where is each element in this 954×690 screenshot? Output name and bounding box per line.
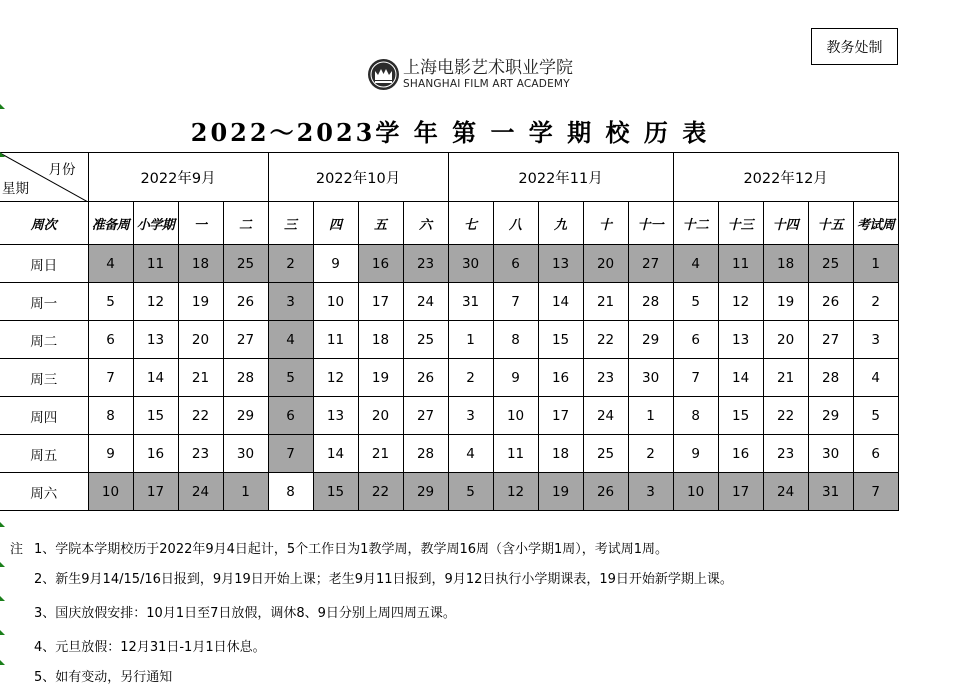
date-cell: 21	[178, 359, 223, 397]
date-cell: 12	[313, 359, 358, 397]
date-cell: 10	[88, 473, 133, 511]
date-cell: 5	[853, 397, 898, 435]
date-cell: 8	[88, 397, 133, 435]
date-cell: 4	[448, 435, 493, 473]
date-cell: 6	[853, 435, 898, 473]
weekday-label-cell: 周三	[0, 359, 88, 397]
date-cell: 13	[313, 397, 358, 435]
note-item: 3、国庆放假安排：10月1日至7日放假，调休8、9日分别上周四周五课。	[34, 606, 456, 621]
date-cell: 23	[583, 359, 628, 397]
date-cell: 29	[223, 397, 268, 435]
date-cell: 3	[853, 321, 898, 359]
date-cell: 18	[358, 321, 403, 359]
date-cell: 6	[673, 321, 718, 359]
date-cell: 7	[88, 359, 133, 397]
date-cell: 25	[403, 321, 448, 359]
date-cell: 26	[403, 359, 448, 397]
date-cell: 13	[538, 245, 583, 283]
date-cell: 29	[403, 473, 448, 511]
date-cell: 31	[808, 473, 853, 511]
week-number-cell: 九	[538, 202, 583, 245]
date-cell: 6	[268, 397, 313, 435]
date-cell: 14	[133, 359, 178, 397]
week-number-cell: 十一	[628, 202, 673, 245]
date-cell: 23	[178, 435, 223, 473]
weekday-label-cell: 周二	[0, 321, 88, 359]
date-cell: 29	[808, 397, 853, 435]
date-cell: 15	[133, 397, 178, 435]
date-cell: 5	[88, 283, 133, 321]
date-cell: 1	[223, 473, 268, 511]
date-cell: 12	[133, 283, 178, 321]
date-cell: 7	[268, 435, 313, 473]
date-cell: 28	[628, 283, 673, 321]
date-cell: 11	[718, 245, 763, 283]
date-cell: 27	[808, 321, 853, 359]
date-cell: 19	[178, 283, 223, 321]
weekday-label-cell: 周五	[0, 435, 88, 473]
month-header-1: 2022年9月	[88, 153, 268, 202]
cell-comment-marker	[0, 522, 5, 527]
date-cell: 13	[133, 321, 178, 359]
cell-comment-marker	[0, 596, 5, 601]
date-cell: 4	[853, 359, 898, 397]
date-cell: 15	[538, 321, 583, 359]
weekday-row	[0, 473, 898, 511]
academy-name-cn: 上海电影艺术职业学院	[403, 58, 573, 78]
date-cell: 25	[808, 245, 853, 283]
date-cell: 20	[358, 397, 403, 435]
date-cell: 24	[403, 283, 448, 321]
school-calendar-table	[0, 152, 899, 511]
week-label-cell: 周次	[0, 202, 88, 245]
date-cell: 3	[268, 283, 313, 321]
date-cell: 22	[763, 397, 808, 435]
date-cell: 1	[448, 321, 493, 359]
date-cell: 20	[178, 321, 223, 359]
note-item: 5、如有变动，另行通知	[34, 670, 173, 685]
date-cell: 22	[178, 397, 223, 435]
date-cell: 17	[358, 283, 403, 321]
date-cell: 8	[268, 473, 313, 511]
weekday-row	[0, 321, 898, 359]
date-cell: 14	[538, 283, 583, 321]
date-cell: 17	[538, 397, 583, 435]
date-cell: 10	[493, 397, 538, 435]
date-cell: 14	[718, 359, 763, 397]
date-cell: 26	[583, 473, 628, 511]
date-cell: 23	[403, 245, 448, 283]
date-cell: 30	[223, 435, 268, 473]
weekday-row	[0, 283, 898, 321]
date-cell: 26	[223, 283, 268, 321]
page-title: 2022～2023学 年 第 一 学 期 校 历 表	[190, 118, 710, 147]
date-cell: 5	[673, 283, 718, 321]
date-cell: 12	[718, 283, 763, 321]
date-cell: 15	[313, 473, 358, 511]
weekday-label-cell: 周六	[0, 473, 88, 511]
date-cell: 7	[853, 473, 898, 511]
date-cell: 18	[763, 245, 808, 283]
date-cell: 30	[808, 435, 853, 473]
date-cell: 21	[358, 435, 403, 473]
date-cell: 16	[718, 435, 763, 473]
date-cell: 16	[538, 359, 583, 397]
week-number-cell: 一	[178, 202, 223, 245]
academy-name-en: SHANGHAI FILM ART ACADEMY	[403, 78, 570, 90]
weekday-label-cell: 周日	[0, 245, 88, 283]
date-cell: 22	[583, 321, 628, 359]
date-cell: 7	[493, 283, 538, 321]
weekday-axis-label: 星期	[2, 181, 29, 197]
date-cell: 25	[223, 245, 268, 283]
date-cell: 21	[763, 359, 808, 397]
date-cell: 11	[133, 245, 178, 283]
date-cell: 5	[448, 473, 493, 511]
date-cell: 2	[268, 245, 313, 283]
week-number-cell: 准备周	[88, 202, 133, 245]
date-cell: 24	[178, 473, 223, 511]
date-cell: 3	[628, 473, 673, 511]
date-cell: 2	[853, 283, 898, 321]
date-cell: 25	[583, 435, 628, 473]
week-number-cell: 十四	[763, 202, 808, 245]
date-cell: 9	[673, 435, 718, 473]
cell-comment-marker	[0, 562, 5, 567]
month-header-2: 2022年10月	[268, 153, 448, 202]
date-cell: 9	[493, 359, 538, 397]
date-cell: 28	[403, 435, 448, 473]
date-cell: 12	[493, 473, 538, 511]
note-item: 4、元旦放假：12月31日-1月1日休息。	[34, 640, 266, 655]
academy-emblem-icon	[367, 58, 400, 91]
date-cell: 9	[88, 435, 133, 473]
date-cell: 27	[403, 397, 448, 435]
month-header-3: 2022年11月	[448, 153, 673, 202]
date-cell: 20	[763, 321, 808, 359]
date-cell: 15	[718, 397, 763, 435]
weekday-row	[0, 435, 898, 473]
weekday-row	[0, 397, 898, 435]
date-cell: 10	[313, 283, 358, 321]
date-cell: 1	[628, 397, 673, 435]
date-cell: 21	[583, 283, 628, 321]
week-number-cell: 八	[493, 202, 538, 245]
date-cell: 18	[178, 245, 223, 283]
date-cell: 17	[133, 473, 178, 511]
date-cell: 1	[853, 245, 898, 283]
date-cell: 23	[763, 435, 808, 473]
date-cell: 11	[493, 435, 538, 473]
date-cell: 18	[538, 435, 583, 473]
date-cell: 7	[673, 359, 718, 397]
date-cell: 10	[673, 473, 718, 511]
date-cell: 24	[763, 473, 808, 511]
academy-logo	[367, 56, 573, 92]
date-cell: 30	[448, 245, 493, 283]
date-cell: 6	[493, 245, 538, 283]
date-cell: 27	[628, 245, 673, 283]
date-cell: 4	[268, 321, 313, 359]
notes-marker: 注	[10, 542, 24, 557]
date-cell: 16	[133, 435, 178, 473]
week-number-cell: 考试周	[853, 202, 898, 245]
date-cell: 27	[223, 321, 268, 359]
date-cell: 2	[628, 435, 673, 473]
corner-header-cell	[0, 153, 88, 202]
date-cell: 16	[358, 245, 403, 283]
date-cell: 26	[808, 283, 853, 321]
date-cell: 19	[763, 283, 808, 321]
month-header-row	[0, 153, 898, 202]
week-number-cell: 五	[358, 202, 403, 245]
date-cell: 13	[718, 321, 763, 359]
date-cell: 6	[88, 321, 133, 359]
week-number-cell: 四	[313, 202, 358, 245]
date-cell: 29	[628, 321, 673, 359]
date-cell: 20	[583, 245, 628, 283]
date-cell: 11	[313, 321, 358, 359]
week-number-cell: 二	[223, 202, 268, 245]
date-cell: 2	[448, 359, 493, 397]
month-axis-label: 月份	[48, 162, 76, 178]
department-label: 教务处制	[811, 28, 898, 65]
month-header-4: 2022年12月	[673, 153, 898, 202]
date-cell: 17	[718, 473, 763, 511]
weekday-row	[0, 245, 898, 283]
date-cell: 5	[268, 359, 313, 397]
week-number-cell: 十五	[808, 202, 853, 245]
date-cell: 19	[538, 473, 583, 511]
weekday-label-cell: 周四	[0, 397, 88, 435]
week-number-cell: 小学期	[133, 202, 178, 245]
date-cell: 8	[493, 321, 538, 359]
week-number-cell: 十三	[718, 202, 763, 245]
date-cell: 3	[448, 397, 493, 435]
date-cell: 31	[448, 283, 493, 321]
date-cell: 8	[673, 397, 718, 435]
note-item: 1、学院本学期校历于2022年9月4日起计，5个工作日为1教学周，教学周16周（含小学期1周），考试周1周。	[34, 542, 669, 557]
date-cell: 28	[223, 359, 268, 397]
cell-comment-marker	[0, 630, 5, 635]
cell-comment-marker	[0, 104, 5, 109]
weekday-row	[0, 359, 898, 397]
date-cell: 9	[313, 245, 358, 283]
cell-comment-marker	[0, 152, 5, 157]
cell-comment-marker	[0, 660, 5, 665]
date-cell: 19	[358, 359, 403, 397]
week-number-cell: 三	[268, 202, 313, 245]
week-number-cell: 十二	[673, 202, 718, 245]
weekday-label-cell: 周一	[0, 283, 88, 321]
week-number-cell: 十	[583, 202, 628, 245]
date-cell: 30	[628, 359, 673, 397]
week-number-cell: 七	[448, 202, 493, 245]
note-item: 2、新生9月14/15/16日报到，9月19日开始上课；老生9月11日报到，9月12日执行小学期课表，19日开始新学期上课。	[34, 572, 733, 587]
date-cell: 28	[808, 359, 853, 397]
date-cell: 22	[358, 473, 403, 511]
date-cell: 14	[313, 435, 358, 473]
date-cell: 4	[673, 245, 718, 283]
week-number-cell: 六	[403, 202, 448, 245]
date-cell: 4	[88, 245, 133, 283]
date-cell: 24	[583, 397, 628, 435]
week-number-row	[0, 202, 898, 245]
